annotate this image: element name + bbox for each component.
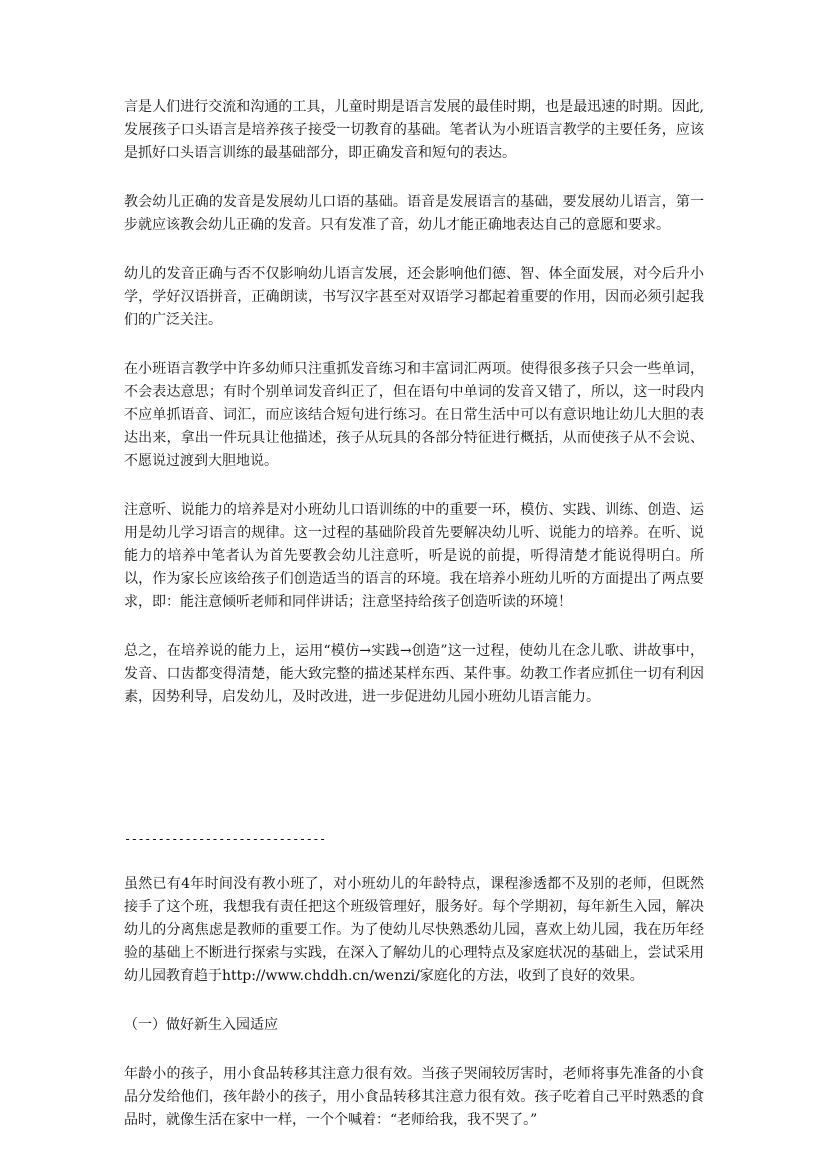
paragraph-7: 虽然已有4年时间没有教小班了，对小班幼儿的年龄特点，课程渗透都不及别的老师，但既然接手了这个班，我想我有责任把这个班级管理好，服务好。每个学期初，每年新生入园，解决幼儿的分离焦虑是教师的重要工作。为了使幼儿尽快熟悉幼儿园，喜欢上幼儿园，我在历年经验的基础上不断进行探索与实践，在深入了解幼儿的心理特点及家庭状况的基础上，尝试采用幼儿园教育趋于http://www.chddh.cn/wenzi/家庭化的方法，收到了良好的效果。 — [124, 876, 704, 984]
paragraph-4: 在小班语言教学中许多幼师只注重抓发音练习和丰富词汇两项。使得很多孩子只会一些单词，不会表达意思；有时个别单词发音纠正了，但在语句中单词的发音又错了，所以，这一时段内不应单抓语音、词汇，而应该结合短句进行练习。在日常生活中可以有意识地让幼儿大胆的表达出来，拿出一件玩具让他描述，孩子从玩具的各部分特征进行概括，从而使孩子从不会说、不愿说过渡到大胆地说。 — [124, 361, 704, 469]
paragraph-6: 总之，在培养说的能力上，运用“模仿→实践→创造”这一过程，使幼儿在念儿歌、讲故事中，发音、口齿都变得清楚，能大致完整的描述某样东西、某件事。幼教工作者应抓住一切有利因素，因势利导，启发幼儿，及时改进，进一步促进幼儿园小班幼儿语言能力。 — [124, 643, 704, 705]
paragraph-5: 注意听、说能力的培养是对小班幼儿口语训练的中的重要一环，模仿、实践、训练、创造、运用是幼儿学习语言的规律。这一过程的基础阶段首先要解决幼儿听、说能力的培养。在听、说能力的培养中笔者认为首先要教会幼儿注意听，听是说的前提，听得清楚才能说得明白。所以，作为家长应该给孩子们创造适当的语言的环境。我在培养小班幼儿听的方面提出了两点要求，即：能注意倾听老师和同伴讲话；注意坚持给孩子创造听读的环境！ — [124, 502, 704, 610]
blank-space — [124, 735, 704, 829]
paragraph-2: 教会幼儿正确的发音是发展幼儿口语的基础。语音是发展语言的基础，要发展幼儿语言，第一步就应该教会幼儿正确的发音。只有发准了音，幼儿才能正确地表达自己的意愿和要求。 — [124, 194, 704, 233]
section-heading: （一）做好新生入园适应 — [124, 1017, 278, 1033]
paragraph-1: 言是人们进行交流和沟通的工具，儿童时期是语言发展的最佳时期，也是最迅速的时期。因此,发展孩子口头语言是培养孩子接受一切教育的基础。笔者认为小班语言教学的主要任务，应该是抓好口头语言训练的最基础部分，即正确发音和短句的表达。 — [124, 99, 704, 161]
document-page — [124, 96, 704, 1158]
paragraph-3: 幼儿的发音正确与否不仅影响幼儿语言发展，还会影响他们德、智、体全面发展，对今后升小学，学好汉语拼音，正确朗读，书写汉字甚至对双语学习都起着重要的作用，因而必须引起我们的广泛关注。 — [124, 266, 704, 328]
divider-line: ------------------------------ — [124, 832, 326, 846]
paragraph-8: 年龄小的孩子，用小食品转移其注意力很有效。当孩子哭闹较厉害时，老师将事先准备的小食品分发给他们，孩年龄小的孩子，用小食品转移其注意力很有效。孩子吃着自己平时熟悉的食品时，就像生活在家中一样，一个个喊着：“老师给我，我不哭了。” — [124, 1066, 704, 1128]
